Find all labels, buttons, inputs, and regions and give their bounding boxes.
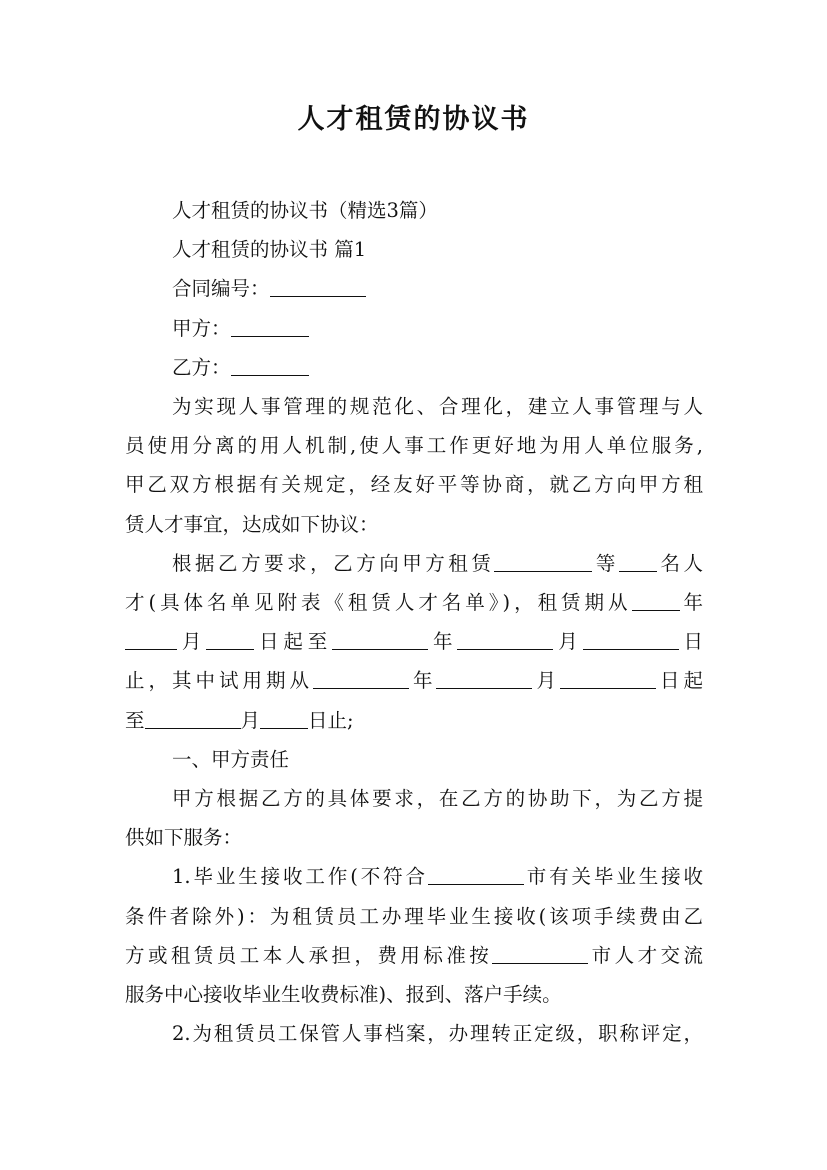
party-b-blank [231, 357, 309, 376]
fill-blank [313, 670, 409, 689]
section-heading: 一、甲方责任 [172, 747, 290, 771]
lease-text: 月 [553, 630, 583, 654]
lease-text: 日起 [655, 669, 703, 693]
fill-blank [492, 945, 588, 964]
item-line [125, 936, 703, 975]
document-title: 人才租赁的协议书 [297, 104, 530, 135]
lease-line [125, 661, 703, 700]
lease-text: 根据乙方要求，乙方向甲方租赁 [172, 551, 495, 575]
intro-line: 为实现人事管理的规范化、合理化，建立人事管理与人 [172, 395, 703, 419]
party-b-line [125, 348, 703, 387]
party-b-label: 乙方： [172, 355, 231, 379]
lease-text: 名人 [656, 551, 703, 575]
party-a-label: 甲方： [172, 316, 231, 340]
item-text: 市人才交流 [588, 943, 703, 967]
lease-text: 月 [177, 630, 207, 654]
lease-text: 日起至 [254, 630, 333, 654]
contract-number-blank [270, 278, 366, 297]
document-body [125, 191, 703, 1053]
lease-text: 月 [240, 708, 261, 732]
lease-text: 年 [428, 630, 458, 654]
fill-blank [332, 631, 428, 650]
lease-text: 至 [125, 708, 145, 732]
section-line: 甲方根据乙方的具体要求，在乙方的协助下，为乙方提 [172, 787, 703, 811]
contract-number-line [125, 269, 703, 308]
lease-text: 年 [679, 591, 703, 615]
lease-text: 月 [532, 669, 560, 693]
intro-line: 员使用分离的用人机制,使人事工作更好地为用人单位服务, [125, 434, 703, 458]
lease-line [125, 622, 703, 661]
fill-blank [494, 553, 592, 572]
contract-number-label: 合同编号： [172, 277, 270, 301]
lease-line [125, 701, 703, 740]
lease-text: 年 [408, 669, 437, 693]
lease-text: 日 [678, 630, 703, 654]
item-text: 方或租赁员工本人承担，费用标准按 [125, 943, 493, 967]
intro-line: 赁人才事宜，达成如下协议： [125, 512, 379, 536]
item-line [125, 857, 703, 896]
item-text: 1.毕业生接收工作(不符合 [172, 865, 428, 889]
lease-text: 才(具体名单见附表《租赁人才名单》)，租赁期从 [125, 591, 632, 615]
item-line: 2.为租赁员工保管人事档案，办理转正定级，职称评定， [172, 1022, 703, 1046]
header-line: 人才租赁的协议书 篇1 [172, 238, 367, 262]
item-line: 条件者除外)：为租赁员工办理毕业生接收(该项手续费由乙 [125, 904, 703, 928]
lease-text: 日止; [308, 708, 354, 732]
fill-blank [619, 553, 657, 572]
section-line: 供如下服务： [125, 826, 243, 850]
fill-blank [145, 710, 241, 729]
fill-blank [436, 670, 532, 689]
item-text: 市有关毕业生接收 [523, 865, 703, 889]
lease-text: 止，其中试用期从 [125, 669, 313, 693]
fill-blank [560, 670, 656, 689]
lease-text: 等 [592, 551, 619, 575]
intro-line: 甲乙双方根据有关规定，经友好平等协商，就乙方向甲方租 [125, 473, 703, 497]
fill-blank [428, 866, 524, 885]
lease-line [125, 583, 703, 622]
party-a-line [125, 309, 703, 348]
item-line: 服务中心接收毕业生收费标准)、报到、落户手续。 [125, 983, 562, 1007]
header-line: 人才租赁的协议书（精选3篇） [172, 199, 438, 222]
fill-blank [125, 631, 177, 650]
fill-blank [457, 631, 553, 650]
party-a-blank [231, 318, 309, 337]
lease-line [125, 544, 703, 583]
fill-blank [206, 631, 254, 650]
fill-blank [260, 710, 308, 729]
fill-blank [632, 592, 680, 611]
fill-blank [583, 631, 679, 650]
